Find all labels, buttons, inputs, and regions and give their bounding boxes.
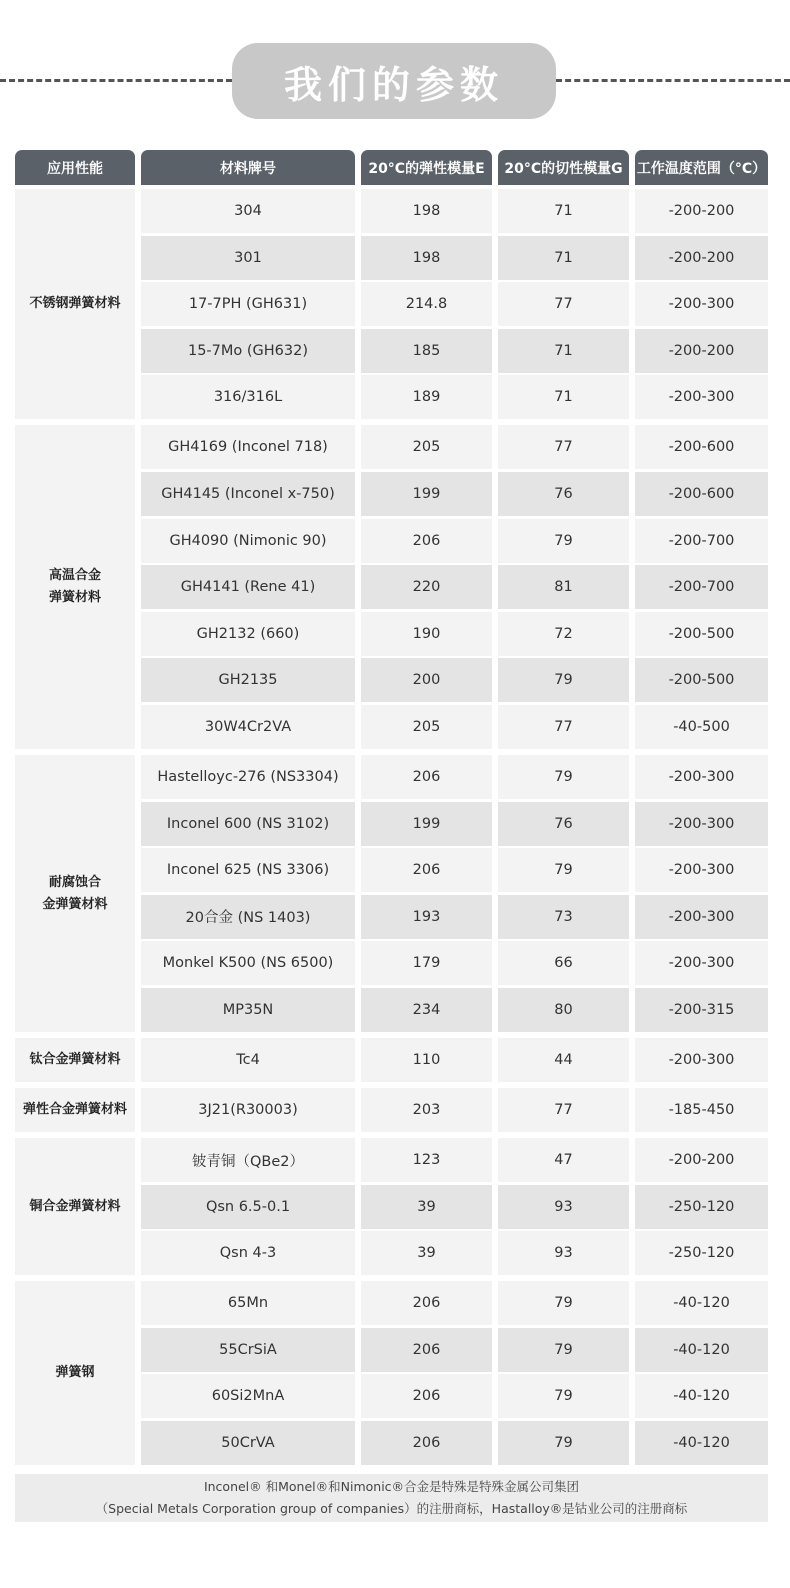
temperature-range-cell: -200-200 xyxy=(635,189,768,233)
elastic-modulus-cell: 199 xyxy=(361,472,492,516)
shear-modulus-cell: 93 xyxy=(498,1231,629,1275)
elastic-modulus-cell: 200 xyxy=(361,658,492,702)
shear-modulus-cell: 79 xyxy=(498,755,629,799)
page-title: 我们的参数 xyxy=(232,43,556,119)
elastic-modulus-cell: 206 xyxy=(361,519,492,563)
temperature-range-cell: -200-200 xyxy=(635,236,768,280)
temperature-range-cell: -250-120 xyxy=(635,1185,768,1229)
elastic-modulus-cell: 206 xyxy=(361,1374,492,1418)
elastic-modulus-cell: 214.8 xyxy=(361,282,492,326)
temperature-range-cell: -200-300 xyxy=(635,848,768,892)
temperature-range-cell: -200-200 xyxy=(635,329,768,373)
temperature-range-cell: -200-300 xyxy=(635,1038,768,1082)
shear-modulus-cell: 71 xyxy=(498,329,629,373)
elastic-modulus-cell: 185 xyxy=(361,329,492,373)
elastic-modulus-cell: 189 xyxy=(361,375,492,419)
elastic-modulus-cell: 123 xyxy=(361,1138,492,1182)
dashed-divider-left xyxy=(0,79,232,82)
temperature-range-cell: -200-600 xyxy=(635,472,768,516)
elastic-modulus-cell: 205 xyxy=(361,705,492,749)
temperature-range-cell: -200-700 xyxy=(635,565,768,609)
temperature-range-cell: -200-600 xyxy=(635,425,768,469)
shear-modulus-cell: 93 xyxy=(498,1185,629,1229)
material-grade-cell: 304 xyxy=(141,189,355,233)
temperature-range-cell: -40-500 xyxy=(635,705,768,749)
group-label: 铜合金弹簧材料 xyxy=(15,1138,135,1275)
elastic-modulus-cell: 39 xyxy=(361,1231,492,1275)
group-label: 耐腐蚀合 金弹簧材料 xyxy=(15,755,135,1032)
shear-modulus-cell: 77 xyxy=(498,705,629,749)
shear-modulus-cell: 79 xyxy=(498,1328,629,1372)
material-grade-cell: 铍青铜（QBe2） xyxy=(141,1138,355,1182)
shear-modulus-cell: 79 xyxy=(498,658,629,702)
group-label: 弹簧钢 xyxy=(15,1281,135,1465)
shear-modulus-cell: 77 xyxy=(498,1088,629,1132)
elastic-modulus-cell: 206 xyxy=(361,1281,492,1325)
material-grade-cell: GH4145 (Inconel x-750) xyxy=(141,472,355,516)
temperature-range-cell: -40-120 xyxy=(635,1374,768,1418)
material-grade-cell: GH2132 (660) xyxy=(141,612,355,656)
shear-modulus-cell: 73 xyxy=(498,895,629,939)
material-grade-cell: Tc4 xyxy=(141,1038,355,1082)
material-grade-cell: 316/316L xyxy=(141,375,355,419)
material-grade-cell: 301 xyxy=(141,236,355,280)
shear-modulus-cell: 44 xyxy=(498,1038,629,1082)
elastic-modulus-cell: 179 xyxy=(361,941,492,985)
material-grade-cell: 65Mn xyxy=(141,1281,355,1325)
shear-modulus-cell: 79 xyxy=(498,519,629,563)
elastic-modulus-cell: 205 xyxy=(361,425,492,469)
elastic-modulus-cell: 203 xyxy=(361,1088,492,1132)
material-grade-cell: MP35N xyxy=(141,988,355,1032)
elastic-modulus-cell: 190 xyxy=(361,612,492,656)
elastic-modulus-cell: 206 xyxy=(361,1328,492,1372)
temperature-range-cell: -200-300 xyxy=(635,895,768,939)
temperature-range-cell: -200-500 xyxy=(635,612,768,656)
temperature-range-cell: -250-120 xyxy=(635,1231,768,1275)
material-grade-cell: Qsn 6.5-0.1 xyxy=(141,1185,355,1229)
footer-line-1: Inconel® 和Monel®和Nimonic®合金是特殊是特殊金属公司集团 xyxy=(203,1479,580,1494)
elastic-modulus-cell: 193 xyxy=(361,895,492,939)
temperature-range-cell: -200-300 xyxy=(635,941,768,985)
footer-note xyxy=(15,1474,768,1522)
group-label: 钛合金弹簧材料 xyxy=(15,1038,135,1082)
material-grade-cell: 20合金 (NS 1403) xyxy=(141,895,355,939)
column-header: 20°C的弹性模量E xyxy=(361,150,492,185)
temperature-range-cell: -200-200 xyxy=(635,1138,768,1182)
dashed-divider-right xyxy=(556,79,790,82)
shear-modulus-cell: 79 xyxy=(498,1421,629,1465)
material-grade-cell: Qsn 4-3 xyxy=(141,1231,355,1275)
material-grade-cell: GH4090 (Nimonic 90) xyxy=(141,519,355,563)
elastic-modulus-cell: 199 xyxy=(361,802,492,846)
temperature-range-cell: -200-300 xyxy=(635,802,768,846)
temperature-range-cell: -200-300 xyxy=(635,282,768,326)
temperature-range-cell: -200-300 xyxy=(635,755,768,799)
shear-modulus-cell: 76 xyxy=(498,472,629,516)
material-grade-cell: 55CrSiA xyxy=(141,1328,355,1372)
elastic-modulus-cell: 206 xyxy=(361,755,492,799)
shear-modulus-cell: 80 xyxy=(498,988,629,1032)
shear-modulus-cell: 79 xyxy=(498,1374,629,1418)
temperature-range-cell: -200-500 xyxy=(635,658,768,702)
elastic-modulus-cell: 234 xyxy=(361,988,492,1032)
elastic-modulus-cell: 220 xyxy=(361,565,492,609)
temperature-range-cell: -200-700 xyxy=(635,519,768,563)
material-grade-cell: 3J21(R30003) xyxy=(141,1088,355,1132)
column-header: 材料牌号 xyxy=(141,150,355,185)
material-grade-cell: 50CrVA xyxy=(141,1421,355,1465)
shear-modulus-cell: 71 xyxy=(498,375,629,419)
column-header: 应用性能 xyxy=(15,150,135,185)
temperature-range-cell: -200-300 xyxy=(635,375,768,419)
temperature-range-cell: -40-120 xyxy=(635,1421,768,1465)
temperature-range-cell: -185-450 xyxy=(635,1088,768,1132)
group-label: 弹性合金弹簧材料 xyxy=(15,1088,135,1132)
shear-modulus-cell: 77 xyxy=(498,425,629,469)
shear-modulus-cell: 77 xyxy=(498,282,629,326)
material-grade-cell: GH4169 (Inconel 718) xyxy=(141,425,355,469)
elastic-modulus-cell: 206 xyxy=(361,1421,492,1465)
elastic-modulus-cell: 110 xyxy=(361,1038,492,1082)
shear-modulus-cell: 71 xyxy=(498,189,629,233)
temperature-range-cell: -40-120 xyxy=(635,1281,768,1325)
shear-modulus-cell: 66 xyxy=(498,941,629,985)
material-grade-cell: 30W4Cr2VA xyxy=(141,705,355,749)
footer-line-2: （Special Metals Corporation group of companies）的注册商标，Hastalloy®是钴业公司的注册商标 xyxy=(95,1501,688,1516)
temperature-range-cell: -200-315 xyxy=(635,988,768,1032)
material-grade-cell: 15-7Mo (GH632) xyxy=(141,329,355,373)
shear-modulus-cell: 72 xyxy=(498,612,629,656)
shear-modulus-cell: 81 xyxy=(498,565,629,609)
material-grade-cell: 17-7PH (GH631) xyxy=(141,282,355,326)
elastic-modulus-cell: 206 xyxy=(361,848,492,892)
material-grade-cell: 60Si2MnA xyxy=(141,1374,355,1418)
column-header: 工作温度范围（°C） xyxy=(635,150,768,185)
material-grade-cell: Inconel 600 (NS 3102) xyxy=(141,802,355,846)
group-label: 不锈钢弹簧材料 xyxy=(15,189,135,419)
material-grade-cell: Hastelloyc-276 (NS3304) xyxy=(141,755,355,799)
column-header: 20°C的切性模量G xyxy=(498,150,629,185)
temperature-range-cell: -40-120 xyxy=(635,1328,768,1372)
material-grade-cell: GH4141 (Rene 41) xyxy=(141,565,355,609)
elastic-modulus-cell: 39 xyxy=(361,1185,492,1229)
group-label: 高温合金 弹簧材料 xyxy=(15,425,135,749)
material-grade-cell: Inconel 625 (NS 3306) xyxy=(141,848,355,892)
material-grade-cell: GH2135 xyxy=(141,658,355,702)
shear-modulus-cell: 79 xyxy=(498,848,629,892)
shear-modulus-cell: 47 xyxy=(498,1138,629,1182)
title-banner xyxy=(0,43,790,119)
shear-modulus-cell: 76 xyxy=(498,802,629,846)
material-grade-cell: Monkel K500 (NS 6500) xyxy=(141,941,355,985)
shear-modulus-cell: 71 xyxy=(498,236,629,280)
elastic-modulus-cell: 198 xyxy=(361,189,492,233)
elastic-modulus-cell: 198 xyxy=(361,236,492,280)
shear-modulus-cell: 79 xyxy=(498,1281,629,1325)
